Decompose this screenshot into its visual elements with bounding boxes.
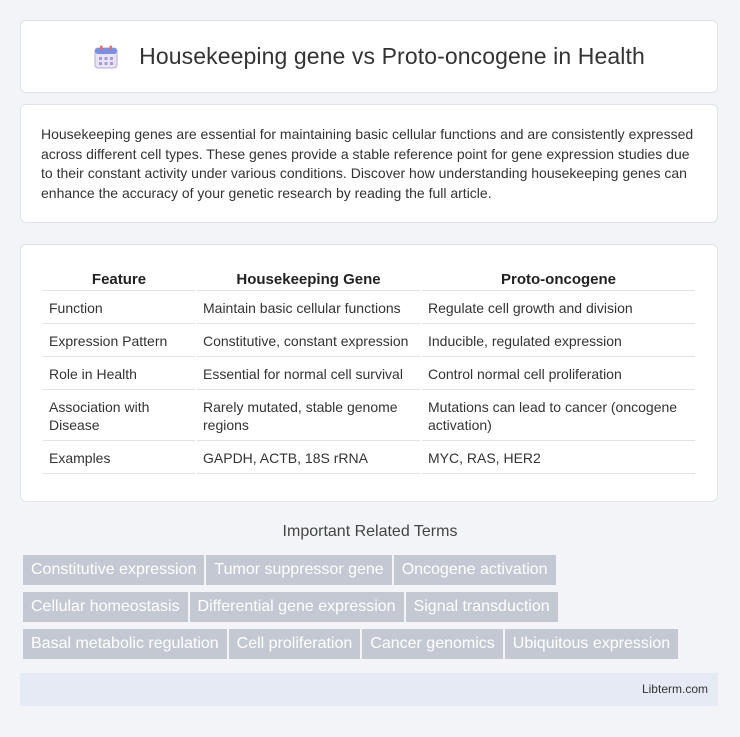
related-term-tag[interactable]: Ubiquitous expression: [505, 629, 678, 659]
table-cell: Maintain basic cellular functions: [197, 293, 420, 324]
table-cell: Association with Disease: [43, 392, 195, 441]
table-cell: Function: [43, 293, 195, 324]
table-cell: Inducible, regulated expression: [422, 326, 695, 357]
related-terms-list: [23, 555, 723, 666]
footer: [20, 673, 718, 706]
header-card: [20, 20, 718, 93]
table-cell: Essential for normal cell survival: [197, 359, 420, 390]
comparison-table: [41, 265, 697, 476]
table-cell: Constitutive, constant expression: [197, 326, 420, 357]
table-row: [43, 443, 695, 474]
footer-site-link[interactable]: Libterm.com: [641, 682, 708, 696]
table-cell: MYC, RAS, HER2: [422, 443, 695, 474]
intro-card: [20, 104, 718, 223]
table-row: [43, 392, 695, 441]
calendar-icon: [93, 44, 119, 70]
table-cell: Regulate cell growth and division: [422, 293, 695, 324]
table-cell: GAPDH, ACTB, 18S rRNA: [197, 443, 420, 474]
related-terms-title: Important Related Terms: [282, 523, 458, 540]
related-term-tag[interactable]: Cell proliferation: [229, 629, 361, 659]
related-term-tag[interactable]: Constitutive expression: [23, 555, 204, 585]
related-term-tag[interactable]: Cellular homeostasis: [23, 592, 188, 622]
table-cell: Role in Health: [43, 359, 195, 390]
column-header: Feature: [43, 267, 195, 291]
comparison-table-card: [20, 244, 718, 502]
related-term-tag[interactable]: Signal transduction: [406, 592, 558, 622]
table-cell: Rarely mutated, stable genome regions: [197, 392, 420, 441]
column-header: Housekeeping Gene: [197, 267, 420, 291]
page-title: Housekeeping gene vs Proto-oncogene in Health: [139, 43, 645, 69]
intro-text: Housekeeping genes are essential for maintaining basic cellular functions and are consistently expressed across different cell types. These genes provide a stable reference point for gene expression studies due to their constant activity under various conditions. Discover how understanding housekeeping genes can enhance the accuracy of your genetic research by reading the full article.: [41, 126, 694, 201]
table-row: [43, 293, 695, 324]
table-cell: Control normal cell proliferation: [422, 359, 695, 390]
related-term-tag[interactable]: Differential gene expression: [190, 592, 404, 622]
table-cell: Expression Pattern: [43, 326, 195, 357]
table-row: [43, 359, 695, 390]
column-header: Proto-oncogene: [422, 267, 695, 291]
table-cell: Examples: [43, 443, 195, 474]
related-term-tag[interactable]: Oncogene activation: [394, 555, 556, 585]
table-header-row: [43, 267, 695, 291]
related-term-tag[interactable]: Tumor suppressor gene: [206, 555, 391, 585]
related-term-tag[interactable]: Basal metabolic regulation: [23, 629, 227, 659]
related-term-tag[interactable]: Cancer genomics: [362, 629, 503, 659]
table-row: [43, 326, 695, 357]
table-cell: Mutations can lead to cancer (oncogene activation): [422, 392, 695, 441]
